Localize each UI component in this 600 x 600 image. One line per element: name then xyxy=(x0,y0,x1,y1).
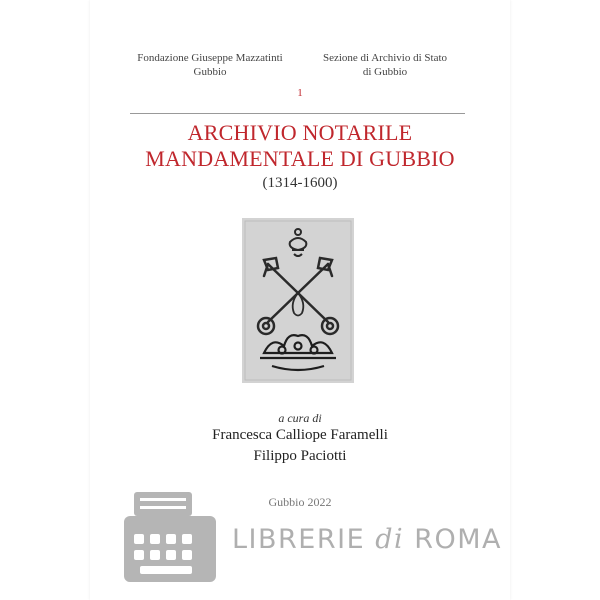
editor-name-2: Filippo Paciotti xyxy=(253,448,347,464)
title-line-2: MANDAMENTALE DI GUBBIO xyxy=(145,146,455,171)
watermark-text xyxy=(232,524,502,555)
typewriter-icon xyxy=(120,488,220,588)
institution-left xyxy=(130,51,290,79)
crossed-keys-emblem-image xyxy=(242,218,354,383)
institution-left-line-2: Gubbio xyxy=(193,66,227,78)
date-range: (1314-1600) xyxy=(262,175,338,191)
header-divider xyxy=(130,113,465,114)
librerie-di-roma-watermark xyxy=(120,488,503,588)
institution-left-line-1: Fondazione Giuseppe Mazzatinti xyxy=(137,52,283,64)
institution-right xyxy=(310,51,460,79)
editors-label: a cura di xyxy=(278,411,322,425)
place-and-year: Gubbio 2022 xyxy=(268,495,332,509)
title-line-1: ARCHIVIO NOTARILE xyxy=(187,120,413,145)
institution-right-line-2: di Gubbio xyxy=(362,66,408,78)
watermark-text-di: di xyxy=(375,524,405,555)
watermark-text-roma: ROMA xyxy=(404,524,503,555)
book-title xyxy=(90,120,510,172)
editor-name-1: Francesca Calliope Faramelli xyxy=(212,427,388,443)
series-number: 1 xyxy=(297,87,303,99)
watermark-text-librerie: LIBRERIE xyxy=(232,524,376,555)
institution-right-line-1: Sezione di Archivio di Stato xyxy=(322,52,448,64)
crossed-keys-icon xyxy=(242,218,354,383)
